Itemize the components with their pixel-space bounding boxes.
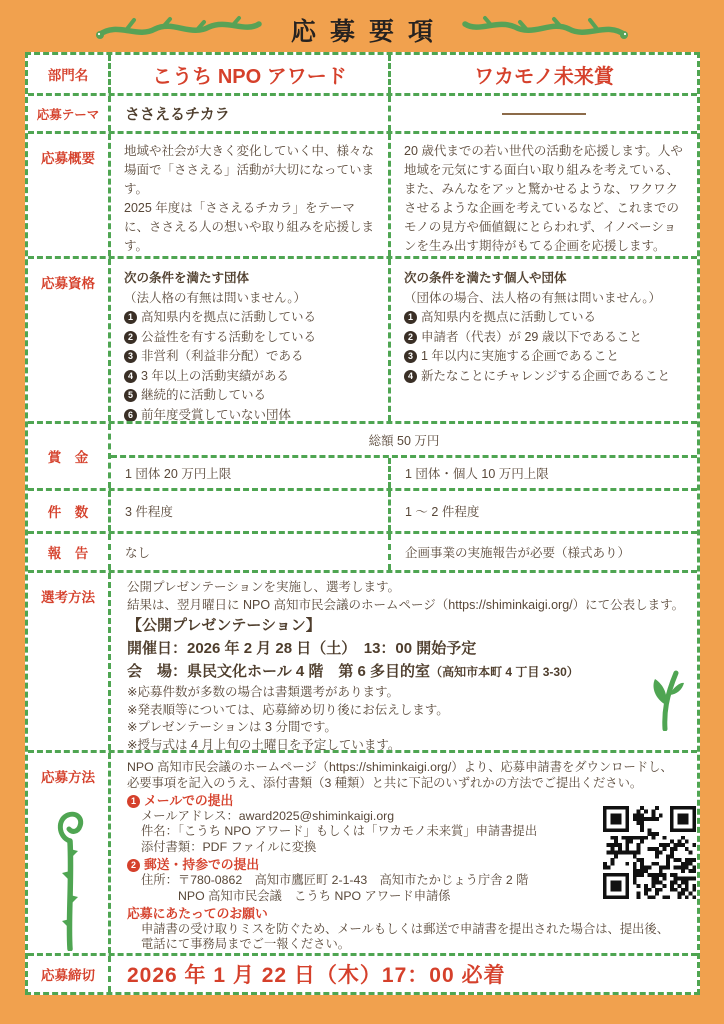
- row-category: [28, 55, 697, 93]
- eligibility-npo-intro: 次の条件を満たす団体: [124, 271, 250, 285]
- qr-code: [603, 806, 696, 899]
- item-text: 高知県内を拠点に活動している: [141, 310, 317, 324]
- method-label: 応募方法: [28, 753, 111, 953]
- deadline-value: 2026 年 1 月 22 日（木）17：00 必着: [127, 964, 506, 987]
- method-request-line2: 電話にて事務局までご一報ください。: [141, 937, 351, 952]
- award-title-npo: こうち NPO アワード: [111, 55, 391, 93]
- prize-label: 賞 金: [28, 424, 111, 488]
- placeholder-line: [502, 113, 586, 115]
- selection-line1: 公開プレゼンテーションを実施し、選考します。: [127, 580, 401, 594]
- overview-npo: [111, 134, 391, 256]
- prize-content: [111, 424, 697, 488]
- list-item: [124, 328, 378, 348]
- list-item: [124, 367, 378, 387]
- selection-note: ※発表順等については、応募締め切り後にお伝えします。: [127, 702, 449, 717]
- report-npo: なし: [111, 534, 391, 570]
- selection-heading: 【公開プレゼンテーション】: [127, 617, 321, 634]
- overview-label: 応募概要: [28, 134, 111, 256]
- selection-date: 開催日：2026 年 2 月 28 日（土） 13：00 開始予定: [127, 640, 477, 657]
- guidelines-table: [25, 52, 700, 995]
- eligibility-npo: [111, 259, 391, 421]
- circled-number-icon: 5: [124, 389, 137, 402]
- report-label: 報 告: [28, 534, 111, 570]
- method-email-address: メールアドレス：award2025@shiminkaigi.org: [141, 808, 395, 823]
- list-item: [124, 386, 378, 406]
- vine-branch-right-icon: [461, 15, 631, 45]
- row-deadline: [28, 953, 697, 992]
- selection-note: ※応募件数が多数の場合は書類選考があります。: [127, 685, 399, 699]
- prize-total: 総額 50 万円: [368, 433, 440, 448]
- circled-number-icon: 1: [124, 311, 137, 324]
- circled-number-icon: 2: [404, 331, 417, 344]
- item-text: 申請者（代表）が 29 歳以下であること: [421, 329, 642, 344]
- method-intro2: 必要事項を記入のうえ、添付書類（3 種類）と共に下記のいずれかの方法でご提出ください。: [127, 775, 643, 790]
- row-theme: [28, 93, 697, 131]
- item-text: 継続的に活動している: [141, 388, 267, 402]
- prize-npo: 1 団体 20 万円上限: [111, 458, 391, 488]
- prize-wakamono: 1 団体・個人 10 万円上限: [405, 467, 549, 481]
- deadline-label: 応募締切: [28, 956, 111, 992]
- row-prize: [28, 421, 697, 488]
- list-item: [404, 367, 687, 387]
- selection-venue: [127, 660, 687, 684]
- venue-text: 会 場：県民文化ホール 4 階 第 6 多目的室: [127, 663, 431, 680]
- item-text: 新たなことにチャレンジする企画であること: [421, 368, 671, 383]
- venue-address: （高知市本町 4 丁目 3-30）: [430, 665, 579, 679]
- row-report: [28, 531, 697, 570]
- circled-number-icon: 3: [124, 350, 137, 363]
- eligibility-wakamono-intro: 次の条件を満たす個人や団体: [404, 271, 567, 285]
- list-item: [404, 308, 687, 328]
- overview-wakamono: 20 歳代までの若い世代の活動を応援します。人や地域を元気にする面白い取り組みを考えている、また、みんなをアッと驚かせるような、ワクワクさせるような企画を考えているなど、これまでのモノの見方や価値観にとらわれず、イノベーションを生み出す期待がもてる企画を応援します。: [404, 144, 683, 253]
- selection-note: ※授与式は 4 月上旬の土曜日を予定しています。: [127, 737, 401, 750]
- method-post-address2: NPO 高知市民会議 こうち NPO アワード申請係: [178, 888, 451, 903]
- row-method: [28, 750, 697, 953]
- count-npo: 3 件程度: [111, 491, 391, 531]
- theme-value: ささえるチカラ: [111, 96, 391, 131]
- method-email-subject: 件名：「こうち NPO アワード」もしくは「ワカモノ未来賞」申請書提出: [141, 824, 538, 839]
- overview-npo-p2: 2025 年度は「ささえるチカラ」をテーマに、ささえる人の想いや取り組みを応援します。: [124, 201, 375, 253]
- item-text: 1 年以内に実施する企画であること: [421, 349, 619, 363]
- method-request-heading: 応募にあたってのお願い: [127, 905, 268, 921]
- category-label: 部門名: [28, 55, 111, 93]
- item-text: 非営利（利益非分配）である: [141, 349, 304, 363]
- circled-number-icon: 6: [124, 409, 137, 422]
- page-title: 応募要項: [290, 18, 447, 46]
- item-text: 3 年以上の活動実績がある: [141, 368, 289, 383]
- heading-text: 郵送・持参での提出: [144, 856, 260, 872]
- list-item: [124, 406, 378, 422]
- row-count: [28, 488, 697, 531]
- row-overview: [28, 131, 697, 256]
- prize-split: [111, 455, 697, 488]
- title-bar: [0, 10, 724, 50]
- eligibility-npo-note: （法人格の有無は問いません。）: [124, 290, 307, 305]
- circled-number-icon: 2: [124, 331, 137, 344]
- method-post-address1: 住所：〒780-0862 高知市鷹匠町 2-1-43 高知市たかじょう庁舎 2 階: [141, 872, 529, 887]
- report-wakamono: 企画事業の実施報告が必要（様式あり）: [405, 546, 631, 560]
- method-request-line1: 申請書の受け取りミスを防ぐため、メールもしくは郵送で申請書を提出された場合は、提出後、: [141, 921, 670, 936]
- list-item: [404, 328, 687, 348]
- item-text: 公益性を有する活動をしている: [141, 329, 317, 344]
- circled-number-icon: 1: [127, 795, 140, 808]
- count-wakamono: 1 ～ 2 件程度: [405, 505, 480, 519]
- eligibility-label: 応募資格: [28, 259, 111, 421]
- list-item: [124, 308, 378, 328]
- theme-empty-cell: [391, 96, 697, 131]
- method-intro1: NPO 高知市民会議のホームページ（https://shiminkaigi.org/）より、応募申請書をダウンロードし、: [127, 760, 673, 774]
- theme-label: 応募テーマ: [28, 96, 111, 131]
- selection-label: 選考方法: [28, 573, 111, 750]
- circled-number-icon: 1: [404, 311, 417, 324]
- circled-number-icon: 4: [124, 370, 137, 383]
- award-title-wakamono: ワカモノ未来賞: [474, 65, 614, 88]
- stem-decoration-icon: [52, 809, 88, 951]
- circled-number-icon: 4: [404, 370, 417, 383]
- circled-number-icon: 3: [404, 350, 417, 363]
- eligibility-wakamono: [391, 259, 697, 421]
- sprout-decoration-icon: [649, 659, 685, 731]
- count-label: 件 数: [28, 491, 111, 531]
- eligibility-wakamono-note: （団体の場合、法人格の有無は問いません。）: [404, 290, 662, 305]
- selection-content: [111, 573, 697, 750]
- vine-branch-left-icon: [93, 15, 263, 45]
- list-item: [124, 347, 378, 367]
- row-selection: [28, 570, 697, 750]
- circled-number-icon: 2: [127, 859, 140, 872]
- row-eligibility: [28, 256, 697, 421]
- selection-line2: 結果は、翌月曜日に NPO 高知市民会議のホームページ（https://shiminkaigi.org/）にて公表します。: [127, 597, 685, 612]
- method-email-attachment: 添付書類：PDF ファイルに変換: [141, 840, 317, 855]
- item-text: 前年度受賞していない団体: [141, 407, 292, 421]
- list-item: [404, 347, 687, 367]
- item-text: 高知県内を拠点に活動している: [421, 310, 597, 324]
- selection-note: ※プレゼンテーションは 3 分間です。: [127, 720, 337, 734]
- heading-text: メールでの提出: [144, 792, 234, 808]
- overview-npo-p1: 地域や社会が大きく変化していく中、様々な場面で「ささえる」活動が大切になっています。: [124, 144, 375, 196]
